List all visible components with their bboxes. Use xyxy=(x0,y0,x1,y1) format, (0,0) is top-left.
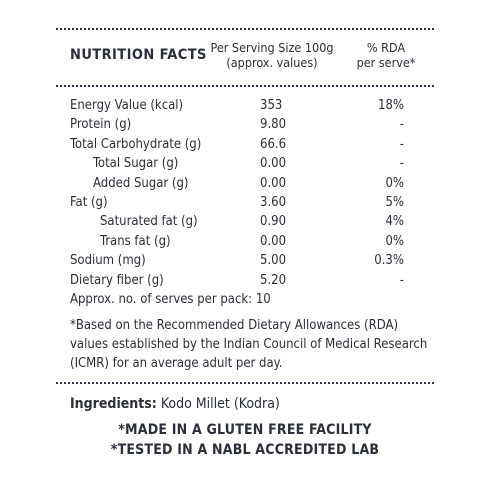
nutrient-value: 0.00 xyxy=(260,233,287,249)
nutrient-value: 66.6 xyxy=(260,136,287,152)
nutrient-rda: 4% xyxy=(385,214,404,230)
nutrient-rda: 0% xyxy=(385,175,404,191)
nutrient-label: Protein (g) xyxy=(70,117,132,133)
top-divider xyxy=(56,28,434,30)
ingredients-label: Ingredients: xyxy=(70,396,157,412)
nutrient-label: Dietary fiber (g) xyxy=(70,272,164,288)
rda-footnote: *Based on the Recommended Dietary Allowances (RDA) values established by the Indian Council of Medical Research (ICMR) for an average adult per day. xyxy=(70,318,428,371)
nutrient-value: 0.00 xyxy=(260,175,287,191)
serves-per-pack: Approx. no. of serves per pack: 10 xyxy=(70,292,271,307)
nutrient-label: Saturated fat (g) xyxy=(100,214,198,230)
table-row xyxy=(70,193,410,212)
nutrient-label: Added Sugar (g) xyxy=(93,175,189,191)
table-row xyxy=(70,135,410,154)
nutrient-value: 9.80 xyxy=(260,117,287,133)
nutrient-value: 3.60 xyxy=(260,194,287,210)
nutrient-rda: 18% xyxy=(378,98,404,113)
nutrient-rda: 5% xyxy=(385,194,404,210)
nutrient-rda: - xyxy=(399,272,404,288)
nutrient-rda: 0.3% xyxy=(374,253,404,269)
table-row xyxy=(70,154,410,173)
nutrient-value: 0.90 xyxy=(260,214,287,230)
nutrient-rda: - xyxy=(399,156,404,172)
ingredients-value: Kodo Millet (Kodra) xyxy=(160,396,280,412)
nutrient-rda: - xyxy=(399,117,404,133)
nutrient-label: Energy Value (kcal) xyxy=(70,98,184,113)
bottom-divider xyxy=(56,382,434,384)
nutrient-label: Trans fat (g) xyxy=(100,233,171,249)
header-divider xyxy=(56,85,434,87)
nabl-lab-claim: *TESTED IN A NABL ACCREDITED LAB xyxy=(110,442,380,458)
serving-size-header xyxy=(210,40,334,70)
nutrient-label: Total Sugar (g) xyxy=(93,156,179,172)
nutrient-label: Sodium (mg) xyxy=(70,253,146,269)
nutrient-label: Total Carbohydrate (g) xyxy=(70,136,202,152)
nutrient-value: 353 xyxy=(260,98,283,113)
nutrient-value: 5.20 xyxy=(260,272,287,288)
serving-size-line1: Per Serving Size 100g xyxy=(210,40,334,55)
nutrient-value: 5.00 xyxy=(260,253,287,269)
table-row xyxy=(70,115,410,134)
rda-header-line1: % RDA xyxy=(366,40,406,55)
table-row xyxy=(70,232,410,251)
table-row xyxy=(70,251,410,270)
certification-claims xyxy=(56,420,434,460)
table-row xyxy=(70,174,410,193)
gluten-free-claim: *MADE IN A GLUTEN FREE FACILITY xyxy=(118,422,372,438)
table-row xyxy=(70,212,410,231)
nutrition-table xyxy=(70,96,410,290)
nutrient-rda: - xyxy=(399,136,404,152)
rda-header xyxy=(344,40,428,70)
nutrient-rda: 0% xyxy=(385,233,404,249)
nutrient-label: Fat (g) xyxy=(70,194,108,210)
nutrition-facts-title: NUTRITION FACTS xyxy=(70,47,207,63)
serving-size-line2: (approx. values) xyxy=(226,55,318,70)
table-row xyxy=(70,96,410,115)
rda-header-line2: per serve* xyxy=(356,55,416,70)
nutrient-value: 0.00 xyxy=(260,156,287,172)
ingredients-line xyxy=(70,396,280,412)
table-row xyxy=(70,271,410,290)
